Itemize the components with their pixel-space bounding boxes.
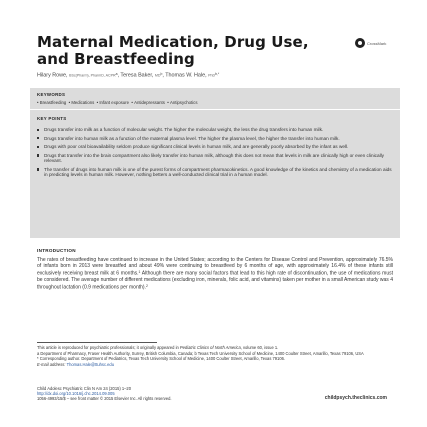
key-point: Drugs with poor oral bioavailability seldom produce significant clinical levels in human milk, and are generally poorly absorbed by the infant as well.	[37, 144, 393, 149]
reference-mark[interactable]: 2	[145, 283, 148, 288]
author-name: Teresa Baker,	[120, 72, 154, 79]
author-list: Hilary Rowe, BSc(Pharm), PharmD, ACPR$^a$, Teresa Baker, $MD^b$, Thomas W. Hale, PhD$^{b,*}$	[37, 72, 220, 79]
corresponding-author: * Corresponding author. Department of Pediatrics, Texas Tech University School of Medicine, 1400 Coulter Street, Amarillo, Texas 79106.	[37, 356, 286, 362]
keywords-heading: KEYWORDS	[37, 92, 66, 97]
crossmark-icon	[355, 38, 365, 48]
reprint-note-suffix: , volume 60, issue 1.	[240, 345, 279, 350]
introduction-text: The rates of breastfeeding have continued to increase in the United States; according to the Centers for Disease Control and Prevention, approximately 76.5% of infants born in 2013 were breastfed and about 49% were continuing to breastfeed by 6 months of age, with approximately 16.4% of these infants still exclusively receiving breast milk at 6 months.	[37, 257, 393, 277]
key-point: The transfer of drugs into human milk is one of the purest forms of compartment pharmacokinetics. A good knowledge of the kinetics and chemistry of a medication aids in predicting levels in human milk. However, nothing betters a well-conducted clinical trial in a human model.	[37, 167, 393, 178]
email-link[interactable]: Thomas.Hale@ttuhsc.edu	[66, 361, 114, 367]
keywords-divider	[30, 109, 400, 110]
doi-link[interactable]: http://dx.doi.org/10.1016/j.chc.2014.09.005	[37, 391, 115, 396]
crossmark-badge[interactable]	[355, 38, 391, 48]
introduction-paragraph	[37, 257, 393, 290]
key-point: Drugs that transfer into the brain compartment also likely transfer into human milk, although this does not mean that levels in milk are clinically high or even clinically relevant.	[37, 153, 393, 164]
article-title: Maternal Medication, Drug Use, and Breastfeeding	[37, 33, 309, 68]
author-affiliation-mark: a	[115, 72, 118, 76]
author-affiliation-mark: b,*	[215, 72, 220, 76]
author-affiliation-mark: b	[160, 72, 163, 76]
reprint-note-text: This article is reproduced for psychiatric professionals; it originally appeared in	[37, 345, 180, 350]
key-point: Drugs transfer into human milk as a function of the maternal plasma level. The higher the plasma level, the higher the transfer into human milk.	[37, 136, 393, 141]
author-name: Thomas W. Hale,	[165, 72, 207, 79]
email-label: E-mail address:	[37, 361, 67, 367]
keywords-list: • Breastfeeding • Medications • Infant exposure • Antidepressants • Antipsychotics	[37, 100, 198, 105]
footnotes	[37, 345, 367, 367]
footnote-divider	[37, 342, 157, 343]
author-name: Hilary Rowe,	[37, 72, 68, 79]
author-credentials: MD	[154, 73, 161, 78]
key-points-list	[37, 127, 393, 181]
crossmark-label: CrossMark	[367, 40, 387, 46]
keyword: Antidepressants	[134, 100, 165, 105]
key-points-heading: KEY POINTS	[37, 116, 67, 121]
affiliation-a: a Department of Pharmacy, Fraser Health Authority, Surrey, British Columbia, Canada;	[37, 350, 194, 356]
affiliations	[37, 351, 367, 356]
affiliation-b: b Texas Tech University School of Medicine, 1400 Coulter Street, Amarillo, Texas 79106, USA	[194, 350, 364, 356]
email-line	[37, 362, 367, 367]
journal-website[interactable]: childpsych.theclinics.com	[324, 395, 387, 401]
introduction-heading: INTRODUCTION	[37, 248, 76, 253]
keyword: Medications	[71, 100, 95, 105]
introduction-text: Although there are many social factors that lead to this high rate of discontinuation, the use of medications must be considered. The average number of different medications (excluding iron, minerals, folic acid, and vitamins) taken per mother in a small American study was 4 throughout lactation (0.9 medications per month).	[37, 270, 393, 291]
keyword: Infant exposure	[99, 100, 129, 105]
journal-citation: Child Adolesc Psychiatric Clin N Am 24 (2015) 1–20	[37, 386, 131, 391]
citation-block	[37, 386, 277, 401]
reference-mark[interactable]: 1	[138, 270, 141, 275]
issn-line: 1056-4993/15/$ – see front matter © 2015 Elsevier Inc. All rights reserved.	[37, 396, 172, 401]
keyword: Antipsychotics	[170, 100, 198, 105]
keyword: Breastfeeding	[39, 100, 67, 105]
source-journal: Pediatric Clinics of North America	[179, 345, 241, 350]
author-credentials: BSc(Pharm), PharmD, ACPR	[69, 73, 116, 78]
key-point: Drugs transfer into milk as a function of molecular weight. The higher the molecular weight, the less the drug transfers into human milk.	[37, 127, 393, 132]
author-credentials: PhD	[208, 73, 216, 78]
reprint-note	[37, 345, 367, 350]
